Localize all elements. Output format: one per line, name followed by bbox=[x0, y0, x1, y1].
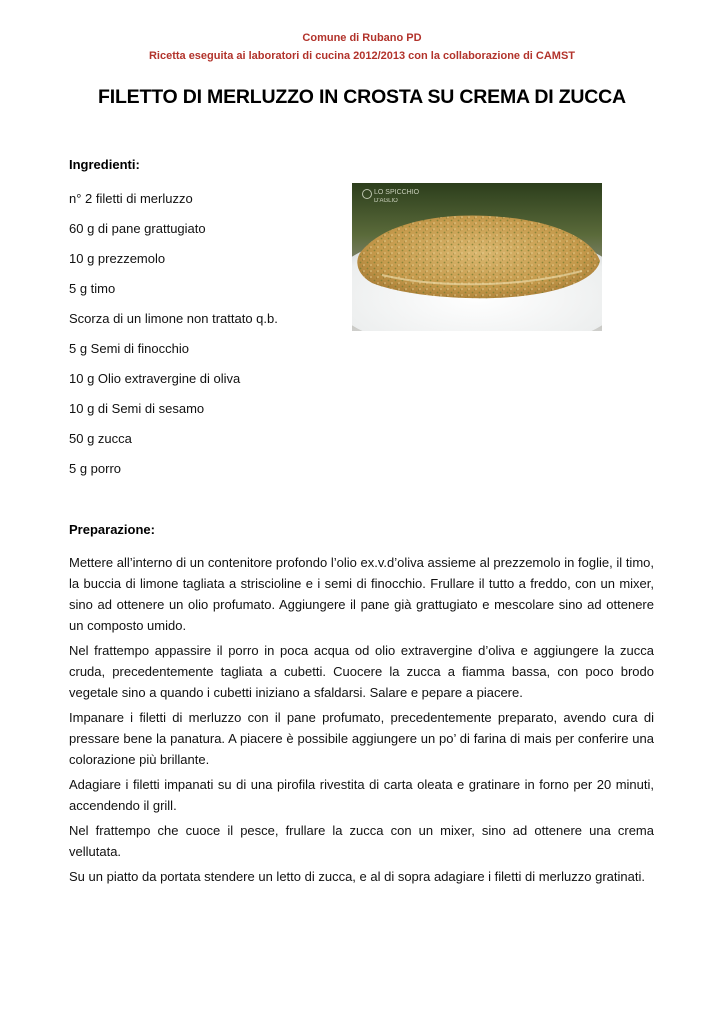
ingredient-item: n° 2 filetti di merluzzo bbox=[69, 191, 193, 206]
ingredient-item: 5 g porro bbox=[69, 461, 122, 476]
ingredient-item: 10 g prezzemolo bbox=[69, 251, 166, 266]
preparation-text bbox=[69, 552, 654, 891]
ingredient-item: 10 g Olio extravergine di oliva bbox=[69, 371, 241, 386]
ingredient-item: 5 g Semi di finocchio bbox=[69, 341, 189, 356]
ingredient-item: Scorza di un limone non trattato q.b. bbox=[69, 311, 278, 326]
ingredient-item: 50 g zucca bbox=[69, 431, 132, 446]
preparation-paragraph: Nel frattempo appassire il porro in poca acqua od olio extravergine d’oliva e aggiungere la zucca cruda, precedentemente tagliata a cubetti. Cuocere la zucca a fiamma bassa, con poco brodo vegetale sino a quando i cubetti iniziano a sfaldarsi. Salare e pepare a piacere. bbox=[69, 643, 654, 700]
photo-watermark: LO SPICCHIO bbox=[374, 189, 420, 196]
ingredient-item: 10 g di Semi di sesamo bbox=[69, 401, 205, 416]
header-subtitle: Ricetta eseguita ai laboratori di cucina 2012/2013 con la collaborazione di CAMST bbox=[148, 50, 576, 62]
ingredient-item: 5 g timo bbox=[69, 281, 116, 296]
preparation-heading: Preparazione: bbox=[69, 522, 155, 537]
photo-watermark-2: D'AGLIO bbox=[374, 198, 398, 204]
header-municipality: Comune di Rubano PD bbox=[302, 32, 422, 44]
recipe-title: FILETTO DI MERLUZZO IN CROSTA SU CREMA DI ZUCCA bbox=[98, 86, 626, 108]
ingredients-list bbox=[69, 190, 278, 490]
preparation-paragraph: Impanare i filetti di merluzzo con il pane profumato, precedentemente preparato, avendo cura di pressare bene la panatura. A piacere è possibile aggiungere un po’ di farina di mais per conferire una colorazione più brillante. bbox=[69, 710, 654, 767]
preparation-paragraph: Nel frattempo che cuoce il pesce, frullare la zucca con un mixer, sino ad ottenere una crema vellutata. bbox=[69, 823, 654, 859]
fish-fillet-photo bbox=[352, 183, 602, 331]
preparation-paragraph: Adagiare i filetti impanati su di una pirofila rivestita di carta oleata e gratinare in forno per 20 minuti, accendendo il grill. bbox=[69, 777, 654, 813]
preparation-paragraph: Su un piatto da portata stendere un letto di zucca, e al di sopra adagiare i filetti di merluzzo gratinati. bbox=[69, 869, 645, 884]
ingredient-item: 60 g di pane grattugiato bbox=[69, 221, 206, 236]
preparation-paragraph: Mettere all’interno di un contenitore profondo l’olio ex.v.d’oliva assieme al prezzemolo in foglie, il timo, la buccia di limone tagliata a striscioline e i semi di finocchio. Frullare il tutto a freddo, con un mixer, sino ad ottenere un olio profumato. Aggiungere il pane già grattugiato e mescolare sino ad ottenere un composto umido. bbox=[69, 555, 654, 633]
ingredients-heading: Ingredienti: bbox=[69, 157, 140, 172]
